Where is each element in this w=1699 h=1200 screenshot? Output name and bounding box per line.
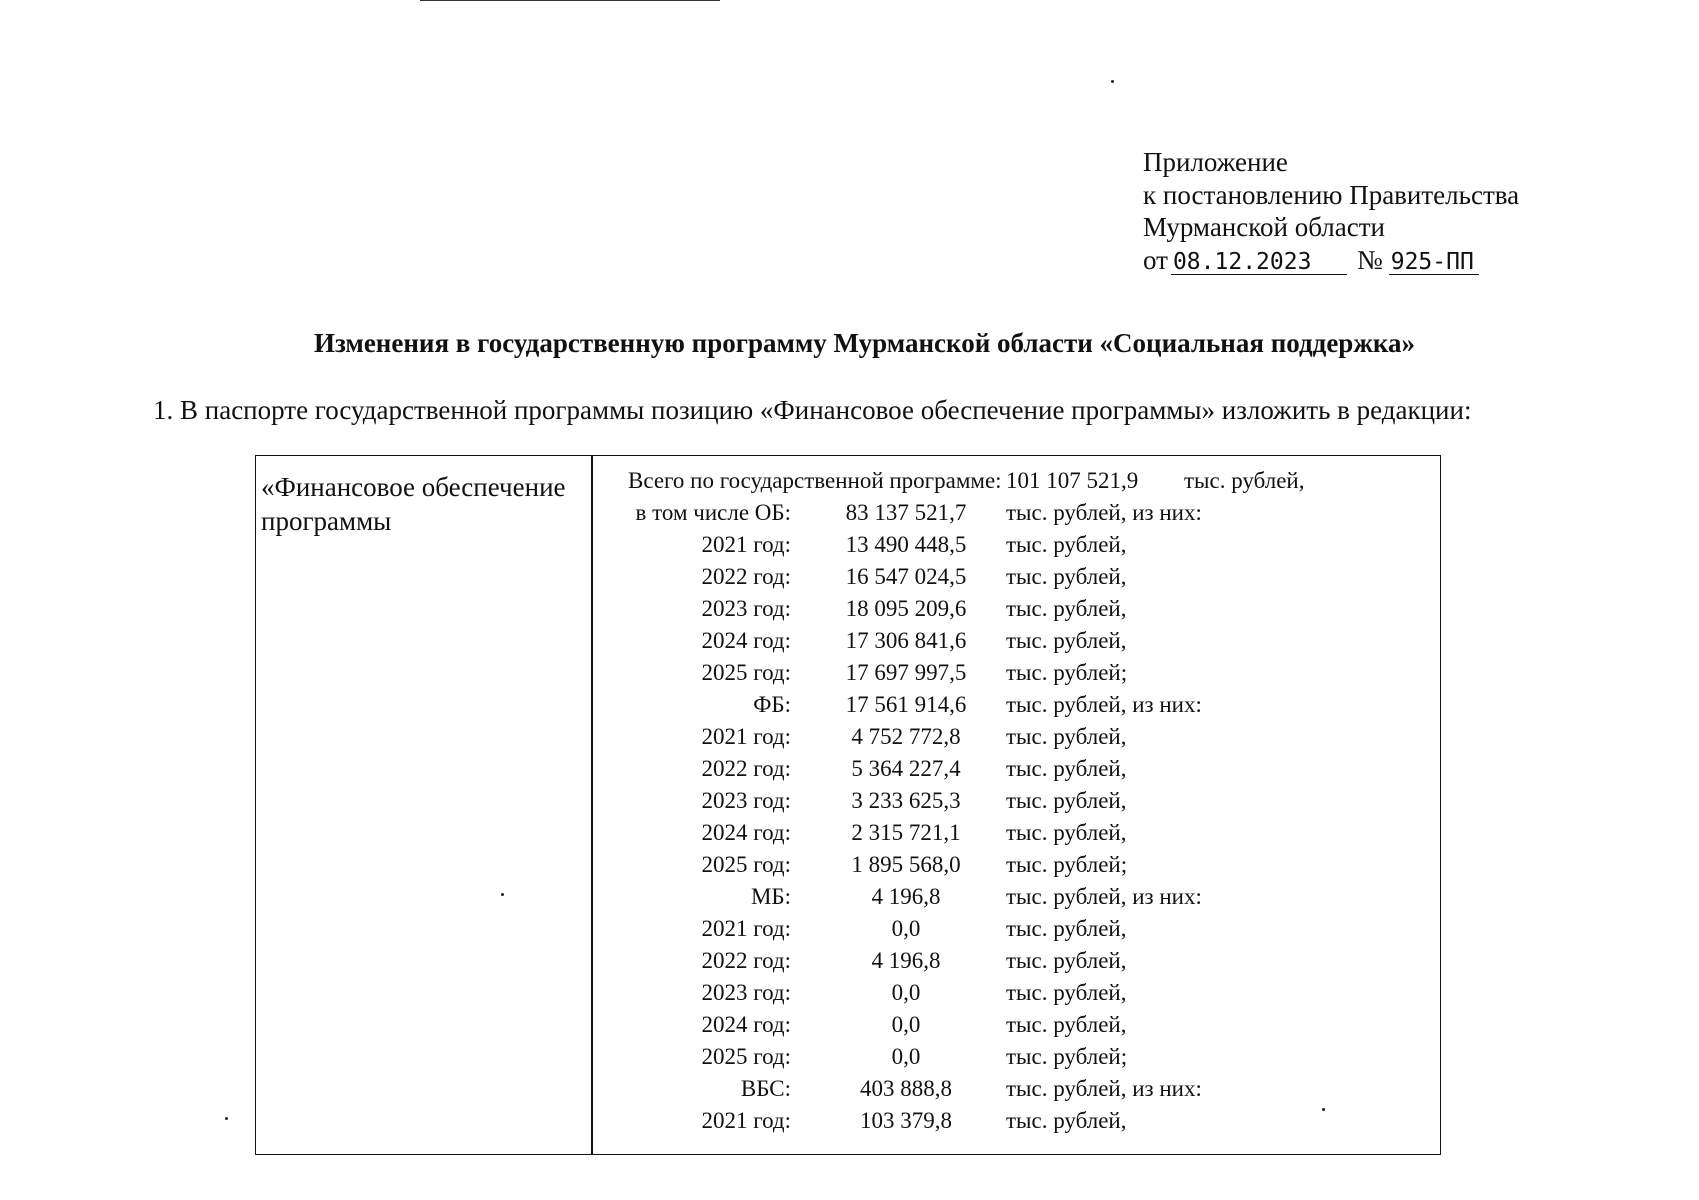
row-label: 2022 год:: [701, 756, 791, 781]
approval-block: [1143, 146, 1519, 276]
table-left-cell: «Финансовое обеспечение программы: [261, 472, 566, 536]
row-unit: тыс. рублей,: [1006, 980, 1127, 1005]
table-row: [596, 628, 1440, 660]
row-label: 2022 год:: [701, 948, 791, 973]
approval-reference: [1143, 244, 1519, 277]
row-unit: тыс. рублей,: [1006, 1012, 1127, 1037]
row-unit: тыс. рублей,: [1006, 1108, 1127, 1133]
row-unit: тыс. рублей;: [1006, 852, 1128, 877]
scan-speck: [1111, 80, 1114, 83]
table-row: [596, 692, 1440, 724]
row-value: 4 752 772,8: [851, 724, 961, 749]
table-row: [596, 564, 1440, 596]
approval-date: 08.12.2023: [1171, 250, 1347, 275]
table-row: [596, 1108, 1440, 1140]
row-value: 17 697 997,5: [845, 660, 967, 685]
row-label: 2023 год:: [701, 980, 791, 1005]
row-value: 4 196,8: [871, 884, 941, 909]
row-value: 103 379,8: [860, 1108, 952, 1133]
table-row: [596, 1044, 1440, 1076]
number-sign: №: [1356, 244, 1383, 275]
row-value: 13 490 448,5: [845, 532, 967, 557]
scan-artifact-line: [420, 0, 720, 1]
row-value: 403 888,8: [860, 1076, 952, 1101]
paragraph-1: 1. В паспорте государственной программы позицию «Финансовое обеспечение программы» изложить в редакции:: [153, 395, 1472, 425]
row-value: 0,0: [891, 980, 921, 1005]
table-row: [596, 1012, 1440, 1044]
row-label: 2021 год:: [701, 532, 791, 557]
row-value: 3 233 625,3: [851, 788, 961, 813]
table-row: [596, 948, 1440, 980]
row-value: 83 137 521,7: [845, 500, 967, 525]
row-value: 17 561 914,6: [845, 692, 967, 717]
row-label: 2022 год:: [701, 564, 791, 589]
row-label: 2021 год:: [701, 724, 791, 749]
approval-number: 925-ПП: [1389, 250, 1479, 275]
table-row: [596, 916, 1440, 948]
table-row: [596, 820, 1440, 852]
row-label: 2023 год:: [701, 596, 791, 621]
row-unit: тыс. рублей,: [1006, 756, 1127, 781]
table-row: [596, 660, 1440, 692]
row-unit: тыс. рублей,: [1006, 916, 1127, 941]
financing-table: [255, 455, 1441, 1155]
total-unit: тыс. рублей,: [1184, 468, 1305, 493]
row-value: 5 364 227,4: [851, 756, 961, 781]
approval-date-prefix: от: [1143, 244, 1168, 275]
total-row: [596, 468, 1440, 500]
row-value: 1 895 568,0: [851, 852, 961, 877]
table-right-cell: [596, 468, 1440, 1140]
table-row: [596, 756, 1440, 788]
row-label: 2024 год:: [701, 1012, 791, 1037]
row-unit: тыс. рублей;: [1006, 1044, 1128, 1069]
row-label: в том числе ОБ:: [635, 500, 791, 525]
scan-speck: [225, 1117, 228, 1120]
table-row: [596, 532, 1440, 564]
row-unit: тыс. рублей,: [1006, 724, 1127, 749]
row-unit: тыс. рублей;: [1006, 660, 1128, 685]
table-row: [596, 596, 1440, 628]
row-value: 16 547 024,5: [845, 564, 967, 589]
row-label: 2025 год:: [701, 852, 791, 877]
approval-line-3: Мурманской области: [1143, 212, 1385, 242]
row-unit: тыс. рублей, из них:: [1006, 500, 1202, 525]
table-row: [596, 724, 1440, 756]
row-label: МБ:: [750, 884, 791, 909]
row-value: 4 196,8: [871, 948, 941, 973]
row-label: 2021 год:: [701, 1108, 791, 1133]
row-unit: тыс. рублей, из них:: [1006, 692, 1202, 717]
document-title: Изменения в государственную программу Мурманской области «Социальная поддержка»: [313, 328, 1416, 358]
row-unit: тыс. рублей, из них:: [1006, 884, 1202, 909]
row-value: 17 306 841,6: [845, 628, 967, 653]
row-unit: тыс. рублей,: [1006, 596, 1127, 621]
row-value: 0,0: [891, 1012, 921, 1037]
table-row: [596, 788, 1440, 820]
row-label: 2023 год:: [701, 788, 791, 813]
row-unit: тыс. рублей,: [1006, 532, 1127, 557]
row-value: 18 095 209,6: [845, 596, 967, 621]
financing-rows: [596, 500, 1440, 1140]
row-value: 0,0: [891, 916, 921, 941]
row-value: 2 315 721,1: [851, 820, 961, 845]
row-label: 2025 год:: [701, 1044, 791, 1069]
row-unit: тыс. рублей,: [1006, 628, 1127, 653]
row-unit: тыс. рублей,: [1006, 820, 1127, 845]
table-column-divider: [591, 456, 593, 1154]
row-label: 2021 год:: [701, 916, 791, 941]
row-label: 2024 год:: [701, 628, 791, 653]
row-value: 0,0: [891, 1044, 921, 1069]
total-label: Всего по государственной программе:: [628, 468, 1002, 493]
row-unit: тыс. рублей,: [1006, 564, 1127, 589]
row-label: ВБС:: [740, 1076, 791, 1101]
row-label: 2025 год:: [701, 660, 791, 685]
table-row: [596, 980, 1440, 1012]
row-label: 2024 год:: [701, 820, 791, 845]
table-row: [596, 1076, 1440, 1108]
table-row: [596, 884, 1440, 916]
row-unit: тыс. рублей, из них:: [1006, 1076, 1202, 1101]
approval-line-1: Приложение: [1143, 147, 1288, 177]
total-value: 101 107 521,9: [1006, 468, 1139, 493]
row-unit: тыс. рублей,: [1006, 788, 1127, 813]
approval-line-2: к постановлению Правительства: [1143, 179, 1520, 210]
table-row: [596, 852, 1440, 884]
table-row: [596, 500, 1440, 532]
row-unit: тыс. рублей,: [1006, 948, 1127, 973]
row-label: ФБ:: [753, 692, 791, 717]
